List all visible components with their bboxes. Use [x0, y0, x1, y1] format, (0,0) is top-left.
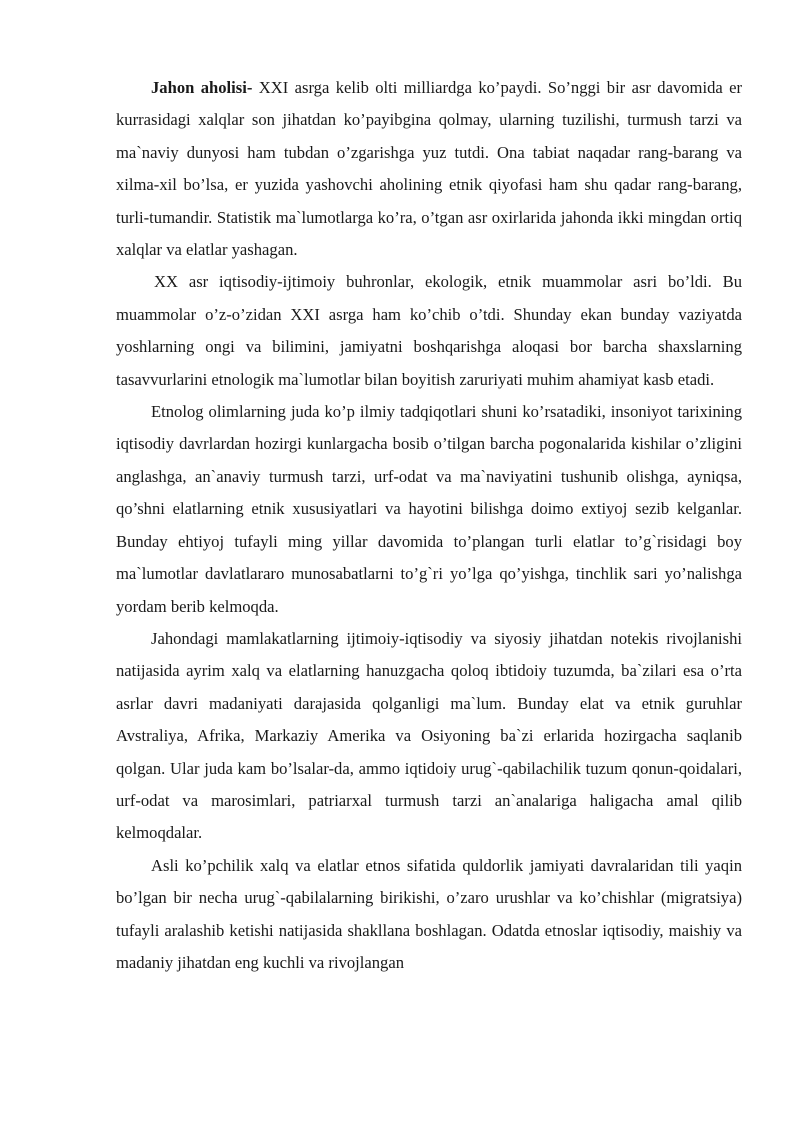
paragraph-lead: Jahon aholisi-	[151, 78, 253, 97]
paragraph-4	[116, 623, 742, 850]
paragraph-text: XXI asrga kelib olti milliardga ko’paydi. So’nggi bir asr davomida er kurrasidagi xalqlar son jihatdan ko’payibgina qolmay, ularning tuzilishi, turmush tarzi va ma`naviy dunyosi ham tubdan o’zgarishga yuz tutdi. Ona tabiat naqadar rang-barang va xilma-xil bo’lsa, er yuzida yashovchi aholining etnik qiyofasi ham shu qadar rang-barang, turli-tumandir. Statistik ma`lumotlarga ko’ra, o’tgan asr oxirlarida jahonda ikki mingdan ortiq xalqlar va elatlar yashagan.	[116, 78, 743, 260]
paragraph-1	[116, 72, 742, 266]
paragraph-5	[116, 850, 742, 980]
paragraph-text: XX asr iqtisodiy-ijtimoiy buhronlar, ekologik, etnik muammolar asri bo’ldi. Bu muammolar o’z-o’zidan XXI asrga ham ko’chib o’tdi. Shunday ekan bunday vaziyatda yoshlarning ongi va bilimini, jamiyatni boshqarishga aloqasi bor barcha shaxslarning tasavvurlarini etnologik ma`lumotlar bilan boyitish zaruriyati muhim ahamiyat kasb etadi.	[116, 272, 742, 389]
paragraph-text: Etnolog olimlarning juda ko’p ilmiy tadqiqotlari shuni ko’rsatadiki, insoniyot tarixining iqtisodiy davrlardan hozirgi kunlargacha bosib o’tilgan barcha pogonalarida kishilar o’zligini anglashga, an`anaviy turmush tarzi, urf-odat va ma`naviyatini tushunib olishga, ayniqsa, qo’shni elatlarning etnik xususiyatlari va hayotini bilishga doimo extiyoj sezib kelganlar. Bunday ehtiyoj tufayli ming yillar davomida to’plangan turli elatlar to’g`risidagi boy ma`lumotlar davlatlararo munosabatlarni to’g`ri yo’lga qo’yishga, tinchlik sari yo’nalishga yordam berib kelmoqda.	[116, 402, 742, 616]
document-page	[116, 72, 742, 979]
paragraph-text: Jahondagi mamlakatlarning ijtimoiy-iqtisodiy va siyosiy jihatdan notekis rivojlanishi natijasida ayrim xalq va elatlarning hanuzgacha qoloq ibtidoiy tuzumda, ba`zilari esa o’rta asrlar davri madaniyati darajasida qolganligi ma`lum. Bunday elat va etnik guruhlar Avstraliya, Afrika, Markaziy Amerika va Osiyoning ba`zi erlarida hozirgacha saqlanib qolgan. Ular juda kam bo’lsalar-da, ammo iqtidoiy urug`-qabilachilik tuzum qonun-qoidalari, urf-odat va marosimlari, patriarxal turmush tarzi an`analariga haligacha amal qilib kelmoqdalar.	[116, 628, 742, 843]
paragraph-3	[116, 396, 742, 623]
paragraph-text: Asli ko’pchilik xalq va elatlar etnos sifatida quldorlik jamiyati davralaridan tili yaqin bo’lgan bir necha urug`-qabilalarning birikishi, o’zaro urushlar va ko’chishlar (migratsiya) tufayli aralashib ketishi natijasida shakllana boshlagan. Odatda etnoslar iqtisodiy, maishiy va madaniy jihatdan eng kuchli va rivojlangan	[116, 855, 742, 972]
paragraph-2	[116, 266, 742, 396]
